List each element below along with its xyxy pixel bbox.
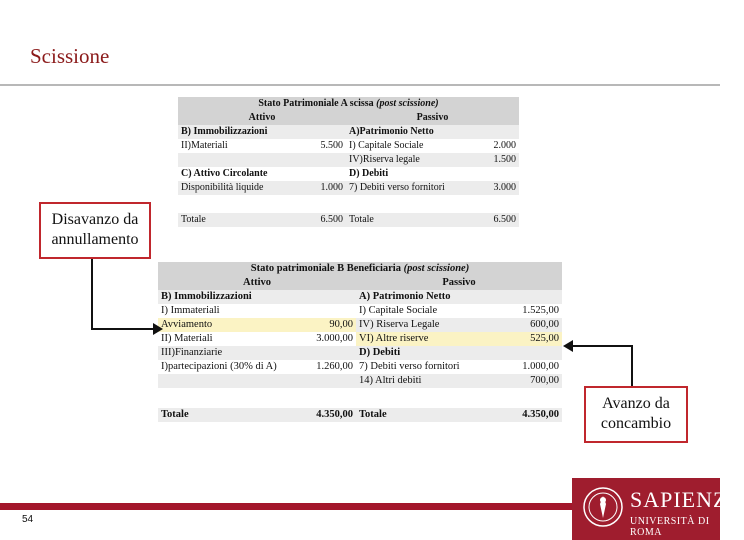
connector-line: [631, 345, 633, 388]
title-divider: [0, 84, 720, 86]
cell: 1.000,00: [502, 360, 562, 374]
callout-text: Avanzo da: [602, 395, 670, 412]
cell: [306, 388, 356, 408]
connector-line: [571, 345, 633, 347]
cell: C) Attivo Circolante: [178, 167, 305, 181]
university-seal-icon: [582, 484, 624, 530]
cell: III)Finanziarie: [158, 346, 306, 360]
page-title: Scissione: [30, 44, 110, 68]
connector-line: [91, 259, 93, 330]
cell: 6.500: [478, 213, 519, 227]
col-passivo: Passivo: [356, 276, 562, 290]
cell: I) Capitale Sociale: [346, 139, 478, 153]
cell: 4.350,00: [306, 408, 356, 422]
logo-subtitle: UNIVERSITÀ DI ROMA: [630, 516, 710, 538]
cell: 600,00: [502, 318, 562, 332]
cell: [502, 346, 562, 360]
highlighted-cell: 90,00: [306, 318, 356, 332]
page-number: 54: [22, 514, 34, 525]
table-row: [158, 360, 562, 374]
table-row: [158, 318, 562, 332]
table-title-row: [158, 262, 562, 276]
table-row: [158, 332, 562, 346]
cell: [478, 125, 519, 139]
cell: B) Immobilizzazioni: [158, 290, 306, 304]
cell: [356, 388, 502, 408]
arrowhead-icon: [563, 340, 573, 352]
cell: 1.000: [305, 181, 346, 195]
callout-text: annullamento: [51, 231, 139, 248]
cell: 7) Debiti verso fornitori: [346, 181, 478, 195]
cell: 1.500: [478, 153, 519, 167]
cell: [158, 374, 306, 388]
highlighted-cell: Avviamento: [158, 318, 306, 332]
callout-avanzo: [584, 386, 688, 443]
cell: 4.350,00: [502, 408, 562, 422]
table-row: [158, 388, 562, 408]
cell: 1.260,00: [306, 360, 356, 374]
cell: 2.000: [478, 139, 519, 153]
cell: A) Patrimonio Netto: [356, 290, 502, 304]
cell: IV) Riserva Legale: [356, 318, 502, 332]
cell: [306, 304, 356, 318]
cell: [158, 388, 306, 408]
cell: Disponibilità liquide: [178, 181, 305, 195]
cell: Totale: [346, 213, 478, 227]
connector-line: [91, 328, 155, 330]
balance-sheet-a: [178, 97, 519, 227]
cell: 3.000: [478, 181, 519, 195]
cell: 700,00: [502, 374, 562, 388]
cell: [306, 290, 356, 304]
table-row: [178, 181, 519, 195]
cell: II) Materiali: [158, 332, 306, 346]
highlighted-cell: 525,00: [502, 332, 562, 346]
table-title: Stato patrimoniale B Beneficiaria (post scissione): [158, 262, 562, 276]
cell: [502, 388, 562, 408]
table-header-row: [158, 276, 562, 290]
cell: 3.000,00: [306, 332, 356, 346]
table-total-row: [158, 408, 562, 422]
table-row: [158, 290, 562, 304]
cell: II)Materiali: [178, 139, 305, 153]
callout-disavanzo: [39, 202, 151, 259]
cell: [178, 153, 305, 167]
cell: Totale: [356, 408, 502, 422]
cell: [305, 195, 346, 213]
cell: [305, 167, 346, 181]
cell: Totale: [158, 408, 306, 422]
table-header-row: [178, 111, 519, 125]
table-row: [158, 346, 562, 360]
table-row: [158, 304, 562, 318]
balance-sheet-b: [158, 262, 562, 422]
table-row: [178, 125, 519, 139]
cell: 7) Debiti verso fornitori: [356, 360, 502, 374]
cell: 5.500: [305, 139, 346, 153]
arrowhead-icon: [153, 323, 163, 335]
table-row: [178, 195, 519, 213]
cell: I)partecipazioni (30% di A): [158, 360, 306, 374]
cell: [478, 195, 519, 213]
table-row: [178, 153, 519, 167]
cell: [502, 290, 562, 304]
cell: IV)Riserva legale: [346, 153, 478, 167]
callout-text: Disavanzo da: [51, 211, 139, 228]
logo-name: SAPIENZA: [630, 487, 744, 512]
cell: I) Capitale Sociale: [356, 304, 502, 318]
cell: I) Immateriali: [158, 304, 306, 318]
cell: [178, 195, 305, 213]
cell: D) Debiti: [356, 346, 502, 360]
cell: [306, 346, 356, 360]
cell: [346, 195, 478, 213]
cell: 1.525,00: [502, 304, 562, 318]
cell: [305, 125, 346, 139]
highlighted-cell: VI) Altre riserve: [356, 332, 502, 346]
cell: [305, 153, 346, 167]
cell: 14) Altri debiti: [356, 374, 502, 388]
cell: Totale: [178, 213, 305, 227]
callout-text: concambio: [600, 415, 672, 432]
sapienza-logo: [572, 478, 744, 540]
cell: D) Debiti: [346, 167, 478, 181]
table-row: [178, 167, 519, 181]
cell: B) Immobilizzazioni: [178, 125, 305, 139]
cell: [478, 167, 519, 181]
table-total-row: [178, 213, 519, 227]
col-attivo: Attivo: [158, 276, 356, 290]
table-row: [178, 139, 519, 153]
table-title: Stato Patrimoniale A scissa (post scissione): [178, 97, 519, 111]
cell: 6.500: [305, 213, 346, 227]
col-passivo: Passivo: [346, 111, 519, 125]
cell: A)Patrimonio Netto: [346, 125, 478, 139]
col-attivo: Attivo: [178, 111, 346, 125]
cell: [306, 374, 356, 388]
table-title-row: [178, 97, 519, 111]
table-row: [158, 374, 562, 388]
